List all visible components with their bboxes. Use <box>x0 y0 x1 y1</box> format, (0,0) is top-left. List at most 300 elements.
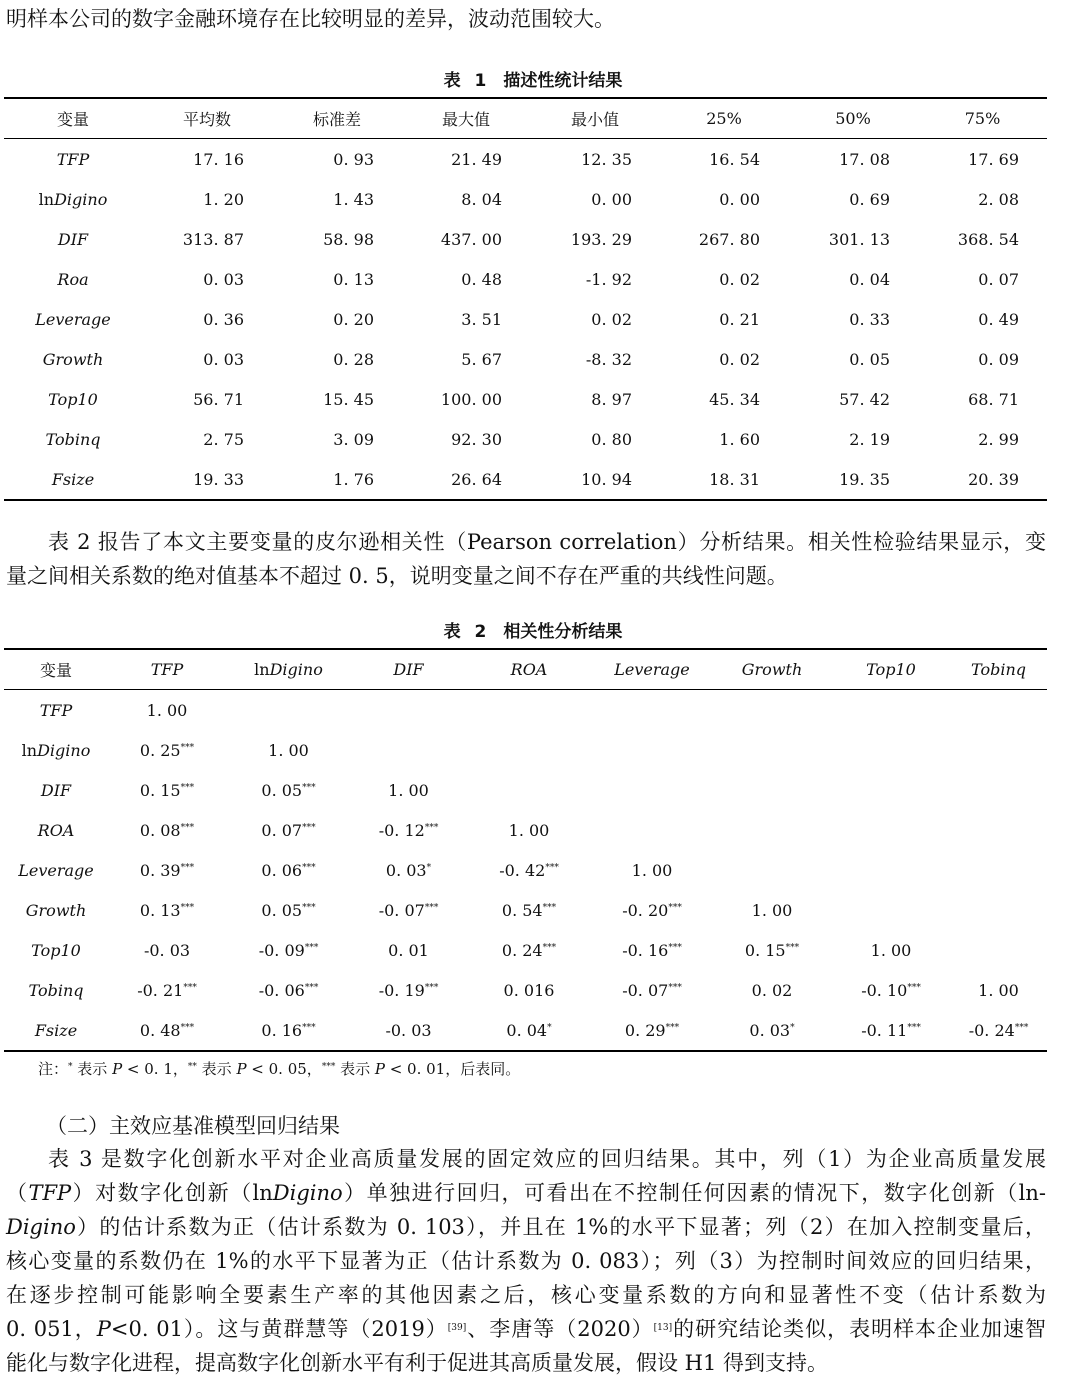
coef-value: 0. 05 <box>261 900 303 920</box>
coef-value: 0. 01 <box>388 940 429 960</box>
table2-header-cell <box>832 649 950 690</box>
significance-stars: *** <box>785 942 800 953</box>
coef-value: -0. 11 <box>861 1020 908 1040</box>
table1-value-cell: 0. 28 <box>333 349 374 369</box>
coef-value: 0. 02 <box>751 980 793 1000</box>
significance-stars: *** <box>424 822 439 833</box>
table2-value-cell <box>712 970 832 1010</box>
table1-value-cell: 92. 30 <box>451 429 502 449</box>
note-star: ** <box>187 1062 197 1072</box>
table1-value-cell: 8. 04 <box>461 189 502 209</box>
var-name: DIF <box>57 229 89 249</box>
significance-stars: *** <box>180 822 195 833</box>
coef-value: 1. 00 <box>978 980 1019 1000</box>
table2-value-cell <box>950 690 1047 731</box>
table2-value-cell <box>351 690 466 731</box>
coef-value: 1. 00 <box>631 860 673 880</box>
significance-stars: *** <box>304 982 319 993</box>
table2-value-cell <box>351 730 466 770</box>
note-text: < 0. 05， <box>246 1060 322 1078</box>
table2-value-cell <box>950 890 1047 930</box>
coef-value: 0. 06 <box>261 860 303 880</box>
table1-value-cell: 2. 08 <box>978 189 1019 209</box>
table1-value-cell: 57. 42 <box>839 389 890 409</box>
coef-value: -0. 07 <box>378 900 425 920</box>
descriptive-stats-table <box>4 97 1047 501</box>
paragraph-table2-intro <box>6 525 1046 593</box>
coef-value: -0. 10 <box>861 980 908 1000</box>
table-row <box>4 179 1047 219</box>
table1-value-cell: 0. 02 <box>719 349 760 369</box>
table1-value-cell: 10. 94 <box>581 469 632 489</box>
note-text: 表示 <box>335 1060 375 1078</box>
table2-value-cell <box>226 890 351 930</box>
table2-value-cell <box>950 730 1047 770</box>
coef-value: -0. 24 <box>968 1020 1015 1040</box>
table2-var-cell <box>4 930 108 970</box>
table2-value-cell <box>712 770 832 810</box>
significance-stars: *** <box>180 782 195 793</box>
significance-stars: *** <box>1014 1022 1029 1033</box>
coef-value: -0. 03 <box>143 940 191 960</box>
table2-value-cell <box>832 690 950 731</box>
var-name: Tobinq <box>45 429 101 449</box>
table2-value-cell <box>466 930 592 970</box>
table2-value-cell <box>832 930 950 970</box>
table2-value-cell <box>226 850 351 890</box>
table1-var-cell <box>4 219 142 259</box>
table2-value-cell <box>108 770 226 810</box>
table1-header-cell: 50% <box>835 109 871 128</box>
citation: [13] <box>653 1323 673 1333</box>
significance-stars: * <box>426 862 432 873</box>
table1-value-cell: 1. 76 <box>333 469 374 489</box>
table-note <box>38 1058 520 1079</box>
table1-value-cell: 3. 51 <box>461 309 502 329</box>
table2-var-cell <box>4 690 108 731</box>
section-heading: （二）主效应基准模型回归结果 <box>46 1114 340 1138</box>
table1-value-cell: 8. 97 <box>591 389 632 409</box>
table2-value-cell <box>712 730 832 770</box>
table1-header-row <box>4 98 1047 139</box>
table2-var-cell <box>4 810 108 850</box>
table2-value-cell <box>466 970 592 1010</box>
significance-stars: *** <box>542 942 557 953</box>
significance-stars: *** <box>180 902 195 913</box>
significance-stars: *** <box>304 942 319 953</box>
table2-value-cell <box>108 1010 226 1051</box>
table1-value-cell: 301. 13 <box>828 229 890 249</box>
table-row <box>4 690 1047 731</box>
table2-header-row <box>4 649 1047 690</box>
table2-header-cell <box>712 649 832 690</box>
table2-value-cell <box>712 890 832 930</box>
table1-value-cell: 437. 00 <box>440 229 502 249</box>
table2-value-cell <box>466 890 592 930</box>
table2-value-cell <box>950 770 1047 810</box>
table2-value-cell <box>466 810 592 850</box>
significance-stars: *** <box>424 982 439 993</box>
coef-value: 0. 08 <box>139 820 181 840</box>
table1-value-cell: 17. 08 <box>839 149 890 169</box>
table1-value-cell: 26. 64 <box>451 469 502 489</box>
table2-value-cell <box>950 810 1047 850</box>
table1-value-cell: 0. 05 <box>849 349 890 369</box>
table1-value-cell: 0. 03 <box>203 349 244 369</box>
table2-header-cell <box>592 649 712 690</box>
table-row <box>4 259 1047 299</box>
var-prefix: ln <box>254 660 270 679</box>
var-name: Digino <box>37 740 91 760</box>
table-row <box>4 770 1047 810</box>
table1-value-cell: 0. 03 <box>203 269 244 289</box>
table1-value-cell: 368. 54 <box>957 229 1019 249</box>
significance-stars: *** <box>668 902 682 913</box>
table-row <box>4 339 1047 379</box>
table1-value-cell: 100. 00 <box>440 389 502 409</box>
citation: [39] <box>447 1323 467 1333</box>
table1-value-cell: 0. 80 <box>591 429 632 449</box>
table-row <box>4 890 1047 930</box>
var-name: Growth <box>25 900 87 920</box>
table2-value-cell <box>950 1010 1047 1051</box>
table2-value-cell <box>108 810 226 850</box>
var-name: TFP <box>39 700 73 720</box>
coef-value: 0. 03 <box>385 860 427 880</box>
table1-value-cell: 19. 33 <box>193 469 244 489</box>
coef-value: 0. 05 <box>261 780 303 800</box>
table2-value-cell <box>592 730 712 770</box>
table2-value-cell <box>832 730 950 770</box>
table1-value-cell: 267. 80 <box>698 229 760 249</box>
table2-value-cell <box>712 690 832 731</box>
table2-value-cell <box>351 850 466 890</box>
table2-header-cell <box>226 649 351 690</box>
table1-value-cell: 0. 36 <box>203 309 244 329</box>
table2-var-cell <box>4 890 108 930</box>
coef-value: -0. 19 <box>378 980 425 1000</box>
table1-value-cell: 45. 34 <box>709 389 760 409</box>
var-name: Top10 <box>48 389 98 409</box>
significance-stars: *** <box>302 1022 316 1033</box>
table1-value-cell: 18. 31 <box>709 469 760 489</box>
table-row <box>4 930 1047 970</box>
coef-value: 0. 15 <box>744 940 786 960</box>
table1-value-cell: 12. 35 <box>581 149 632 169</box>
text: 、李唐等（2020） <box>466 1317 654 1341</box>
intro-line: 明样本公司的数字金融环境存在比较明显的差异，波动范围较大。 <box>6 7 615 31</box>
var-name: Digino <box>269 660 323 679</box>
table1-var-cell <box>4 179 142 219</box>
table-row <box>4 139 1047 180</box>
coef-value: 0. 48 <box>139 1020 181 1040</box>
table2-value-cell <box>108 690 226 731</box>
table2-value-cell <box>108 850 226 890</box>
var-name: DIF <box>40 780 72 800</box>
table1-value-cell: 5. 67 <box>461 349 502 369</box>
table1-value-cell: 15. 45 <box>323 389 374 409</box>
table1-header-cell: 25% <box>706 109 742 128</box>
table1-caption: 表 1 描述性统计结果 <box>443 71 623 91</box>
coef-value: 1. 00 <box>870 940 912 960</box>
table2-value-cell <box>832 1010 950 1051</box>
table1-value-cell: 58. 98 <box>323 229 374 249</box>
table1-header-cell: 最小值 <box>570 110 619 129</box>
note-text: < 0. 01，后表同。 <box>384 1060 521 1078</box>
var-name: Tobinq <box>28 980 84 1000</box>
table1-value-cell: 16. 54 <box>709 149 760 169</box>
table1-value-cell: 313. 87 <box>182 229 244 249</box>
coef-value: 0. 39 <box>139 860 181 880</box>
table1-var-cell <box>4 259 142 299</box>
significance-stars: *** <box>668 942 682 953</box>
coef-value: -0. 20 <box>622 900 669 920</box>
paragraph-regression <box>6 1142 1046 1380</box>
var-name: Growth <box>42 349 104 369</box>
table2-value-cell <box>466 730 592 770</box>
significance-stars: *** <box>545 862 559 873</box>
table2-var-cell <box>4 1010 108 1051</box>
table2-var-cell <box>4 770 108 810</box>
table2-value-cell <box>712 810 832 850</box>
coef-value: 0. 15 <box>139 780 181 800</box>
significance-stars: *** <box>424 902 439 913</box>
coef-value: 0. 016 <box>503 980 555 1000</box>
table-row <box>4 419 1047 459</box>
var-name: ROA <box>510 660 548 679</box>
table1-value-cell: 0. 49 <box>978 309 1019 329</box>
table1-header-cell: 标准差 <box>312 110 361 129</box>
coef-value: -0. 07 <box>622 980 669 1000</box>
table2-value-cell <box>950 930 1047 970</box>
significance-stars: *** <box>180 862 195 873</box>
table2-value-cell <box>592 930 712 970</box>
var-name: Tobinq <box>971 660 1026 679</box>
text: Digino <box>272 1181 343 1205</box>
table2-value-cell <box>108 970 226 1010</box>
table1-header-cell: 平均数 <box>182 110 231 129</box>
table1-value-cell: 0. 02 <box>591 309 632 329</box>
table1-value-cell: 3. 09 <box>333 429 374 449</box>
significance-stars: *** <box>302 902 316 913</box>
paragraph-line: 量之间相关系数的绝对值基本不超过 0. 5，说明变量之间不存在严重的共线性问题。 <box>6 564 788 588</box>
table-row <box>4 850 1047 890</box>
table2-value-cell <box>226 690 351 731</box>
table2-value-cell <box>592 1010 712 1051</box>
table-row <box>4 299 1047 339</box>
var-name: Fsize <box>51 469 95 489</box>
text: ）对数字化创新（ln <box>71 1181 273 1205</box>
coef-value: -0. 06 <box>258 980 305 1000</box>
var-name: Roa <box>57 269 89 289</box>
table-row <box>4 219 1047 259</box>
paragraph-line: 能化与数字化进程，提高数字化创新水平有利于促进其高质量发展，假设 H1 得到支持。 <box>6 1351 829 1375</box>
var-name: Growth <box>741 660 803 679</box>
table1-value-cell: 2. 75 <box>203 429 244 449</box>
table2-value-cell <box>108 930 226 970</box>
table1-var-cell <box>4 459 142 500</box>
table2-value-cell <box>592 850 712 890</box>
table2-value-cell <box>466 1010 592 1051</box>
significance-stars: *** <box>180 1022 195 1033</box>
table1-value-cell: 0. 02 <box>719 269 760 289</box>
table2-var-cell <box>4 730 108 770</box>
table2-value-cell <box>351 1010 466 1051</box>
note-text: 表示 <box>196 1060 237 1078</box>
table2-value-cell <box>466 690 592 731</box>
coef-value: -0. 16 <box>622 940 669 960</box>
table1-header-cell: 最大值 <box>441 110 490 129</box>
table2-value-cell <box>226 1010 351 1051</box>
significance-stars: *** <box>907 982 921 993</box>
table2-value-cell <box>592 690 712 731</box>
table2-value-cell <box>712 930 832 970</box>
table-row <box>4 379 1047 419</box>
var-prefix: ln <box>21 740 38 760</box>
table2-value-cell <box>226 810 351 850</box>
significance-stars: *** <box>668 982 682 993</box>
significance-stars: *** <box>302 862 316 873</box>
table2-value-cell <box>351 810 466 850</box>
table2-value-cell <box>832 770 950 810</box>
var-name: Leverage <box>35 309 111 329</box>
table1-value-cell: 0. 93 <box>333 149 374 169</box>
table1-header-cell: 变量 <box>56 110 89 129</box>
table2-value-cell <box>108 890 226 930</box>
coef-value: 0. 54 <box>501 900 543 920</box>
var-name: Fsize <box>34 1020 78 1040</box>
table2-header-cell <box>466 649 592 690</box>
table1-value-cell: 0. 00 <box>719 189 760 209</box>
table2-caption: 表 2 相关性分析结果 <box>443 622 623 642</box>
var-name: TFP <box>150 660 184 679</box>
table1-header-cell: 75% <box>964 109 1001 128</box>
var-prefix: ln <box>38 189 55 209</box>
paragraph-line <box>6 1176 1046 1210</box>
table1-value-cell: 2. 19 <box>849 429 890 449</box>
table1-value-cell: 2. 99 <box>978 429 1019 449</box>
note-star: * <box>68 1062 73 1072</box>
coef-value: -0. 09 <box>258 940 305 960</box>
coef-value: -0. 21 <box>137 980 184 1000</box>
table2-header-cell: 变量 <box>39 661 72 680</box>
coef-value: 0. 16 <box>261 1020 303 1040</box>
text: ）的估计系数为正（估计系数为 0. 103），并且在 1%的水平下显著；列（2）在加入控制变量后， <box>75 1215 1046 1239</box>
table2-value-cell <box>351 890 466 930</box>
text: P <box>96 1317 111 1341</box>
table2-value-cell <box>466 770 592 810</box>
paragraph-line: 表 2 报告了本文主要变量的皮尔逊相关性（Pearson correlation）分析结果。相关性检验结果显示，变 <box>48 530 1046 554</box>
table1-value-cell: 1. 20 <box>203 189 244 209</box>
significance-stars: *** <box>665 1022 680 1033</box>
table1-var-cell <box>4 339 142 379</box>
table1-var-cell <box>4 139 142 180</box>
table1-value-cell: 0. 33 <box>849 309 890 329</box>
table1-value-cell: 1. 60 <box>719 429 760 449</box>
note-text: 表示 <box>72 1060 113 1078</box>
significance-stars: *** <box>907 1022 921 1033</box>
paragraph-line: 核心变量的系数仍在 1%的水平下显著为正（估计系数为 0. 083）；列（3）为控制时间效应的回归结果， <box>6 1249 1046 1273</box>
coef-value: 1. 00 <box>146 700 188 720</box>
table1-var-cell <box>4 379 142 419</box>
coef-value: 1. 00 <box>268 740 309 760</box>
var-name: Digino <box>54 189 108 209</box>
table2-value-cell <box>950 970 1047 1010</box>
table1-value-cell: -1. 92 <box>585 269 632 289</box>
paragraph-line: 表 3 是数字化创新水平对企业高质量发展的固定效应的回归结果。其中，列（1）为企业高质量发展 <box>48 1147 1046 1171</box>
table1-value-cell: 17. 16 <box>193 149 244 169</box>
table2-value-cell <box>832 850 950 890</box>
text: TFP <box>28 1181 72 1205</box>
text: Digino <box>6 1215 76 1239</box>
table2-value-cell <box>226 730 351 770</box>
var-name: Leverage <box>18 860 94 880</box>
table2-value-cell <box>832 810 950 850</box>
significance-stars: *** <box>302 822 316 833</box>
table1-value-cell: 0. 69 <box>849 189 890 209</box>
var-name: Leverage <box>614 660 690 679</box>
text: ）单独进行回归，可看出在不控制任何因素的情况下，数字化创新（ln- <box>342 1181 1046 1205</box>
significance-stars: *** <box>180 742 195 753</box>
table1-value-cell: 19. 35 <box>839 469 890 489</box>
table1-value-cell: 0. 00 <box>591 189 632 209</box>
var-name: DIF <box>393 660 424 679</box>
table1-value-cell: 1. 43 <box>333 189 374 209</box>
table1-value-cell: 0. 09 <box>978 349 1019 369</box>
table2-value-cell <box>712 850 832 890</box>
table2-value-cell <box>592 970 712 1010</box>
table2-value-cell <box>592 810 712 850</box>
table2-value-cell <box>226 970 351 1010</box>
coef-value: 1. 00 <box>751 900 793 920</box>
note-p: P <box>374 1060 385 1078</box>
table2-value-cell <box>950 850 1047 890</box>
coef-value: 0. 29 <box>624 1020 666 1040</box>
table-row <box>4 1010 1047 1051</box>
var-name: ROA <box>37 820 75 840</box>
significance-stars: *** <box>542 902 557 913</box>
intro-paragraph <box>6 2 1046 36</box>
table2-var-cell <box>4 970 108 1010</box>
var-name: TFP <box>56 149 90 169</box>
coef-value: 0. 25 <box>139 740 181 760</box>
coef-value: 0. 04 <box>506 1020 548 1040</box>
coef-value: 0. 13 <box>139 900 181 920</box>
table2-value-cell <box>351 770 466 810</box>
table2-value-cell <box>592 890 712 930</box>
table2-value-cell <box>592 770 712 810</box>
table2-value-cell <box>351 930 466 970</box>
table1-value-cell: -8. 32 <box>585 349 632 369</box>
table2-var-cell <box>4 850 108 890</box>
table1-value-cell: 0. 48 <box>461 269 502 289</box>
table2-header-cell <box>351 649 466 690</box>
table-row <box>4 459 1047 500</box>
table2-value-cell <box>226 930 351 970</box>
coef-value: -0. 03 <box>385 1020 432 1040</box>
coef-value: 1. 00 <box>508 820 550 840</box>
table1-var-cell <box>4 419 142 459</box>
table2-header-cell <box>950 649 1047 690</box>
coef-value: 1. 00 <box>388 780 429 800</box>
var-name: Top10 <box>31 940 81 960</box>
text: （ <box>6 1181 29 1205</box>
paragraph-line: 在逐步控制可能影响全要素生产率的其他因素之后，核心变量系数的方向和显著性不变（估计系数为 <box>6 1283 1046 1307</box>
coef-value: -0. 12 <box>378 820 425 840</box>
table2-value-cell <box>226 770 351 810</box>
table1-value-cell: 0. 21 <box>719 309 760 329</box>
table1-value-cell: 20. 39 <box>968 469 1019 489</box>
